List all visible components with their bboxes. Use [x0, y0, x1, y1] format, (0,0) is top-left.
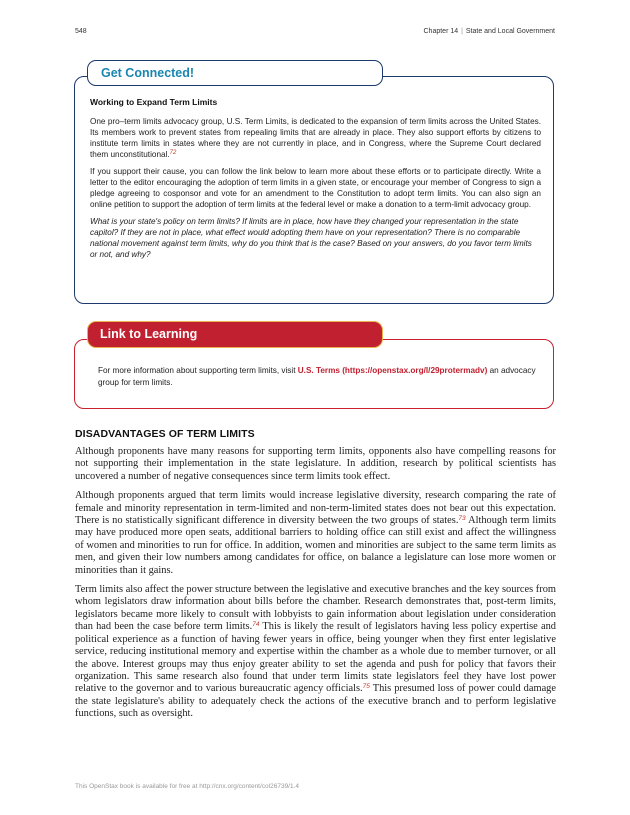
get-connected-paragraph-2: If you support their cause, you can follow the link below to learn more about these efforts or to participate directly. Write a letter to the editor encouraging the adoption of term limits in a given state, or encourage your member of Congress to sign a pledge agreeing to cosponsor and vote for an amendment to the Constitution to adopt term limits. You can also sign an online petition to support the adoption of term limits at the federal level or make a donation to a term-limit advocacy group.: [90, 167, 541, 209]
header-separator: |: [461, 28, 463, 35]
link-text-before: For more information about supporting term limits, visit: [98, 366, 298, 375]
running-header: [424, 28, 556, 35]
paragraph-text: One pro–term limits advocacy group, U.S. Term Limits, is dedicated to the expansion of term limits across the United States. Its members work to prevent states from repealing limits that are already in place. They also support efforts by citizens to institute term limits in states where they are not currently in place, and in Congress, where the Supreme Court declared them unconstitutional.: [90, 117, 541, 159]
footnote-link-73[interactable]: 73: [458, 515, 466, 523]
get-connected-tab: [87, 60, 383, 86]
get-connected-title: Get Connected!: [101, 66, 195, 80]
paragraph-text: This presumed loss of power could damage the state legislature's ability to adequately check the actions of the executive branch and to perform legislative functions, such as oversight.: [75, 683, 556, 720]
page-footer: This OpenStax book is available for free at http://cnx.org/content/col26739/1.4: [75, 783, 300, 790]
body-paragraph-3: [75, 584, 556, 720]
get-connected-content: [90, 97, 541, 266]
link-text-after: an advocacy group for term limits.: [98, 366, 536, 387]
link-to-learning-content: [98, 365, 538, 389]
body-paragraph-1: Although proponents have many reasons for supporting term limits, opponents also have compelling reasons for not supporting their implementation in the state legislature. In addition, research by political scientists has uncovered a number of negative consequences since term limits took effect.: [75, 446, 556, 482]
us-term-limits-link[interactable]: U.S. Terms (https://openstax.org/l/29protermadv): [297, 366, 488, 375]
section-body: [75, 446, 556, 728]
get-connected-paragraph-1: [90, 116, 541, 160]
page-number: 548: [75, 28, 87, 35]
footnote-link-74[interactable]: 74: [252, 621, 260, 629]
link-to-learning-tab: [87, 321, 383, 348]
chapter-number: Chapter 14: [423, 28, 459, 35]
paragraph-text: Term limits also affect the power structure between the legislative and executive branches and the key sources from whom legislators draw information about bills before the chamber. Research demonstrates that, post-term limits, legislators became more likely to consult with lobbyists to gain information about legislation under consideration than had been the case before term limits.: [75, 584, 556, 633]
paragraph-text: Although proponents argued that term limits would increase legislative diversity, research comparing the rate of female and minority representation in term-limited and non-term-limited states does not bear out this expectation. There is no statistically significant difference in diversity between the two groups of states.: [75, 490, 556, 527]
link-to-learning-title: Link to Learning: [100, 327, 198, 341]
chapter-title: State and Local Government: [465, 28, 555, 35]
get-connected-questions: What is your state's policy on term limits? If limits are in place, how have they changed your representation in the state capitol? If they are not in place, what effect would adopting them have on your representation? There is no comparable national movement against term limits, why do you think that is the case? Based on your answers, do you favor term limits or not, and why?: [90, 217, 532, 259]
section-heading: DISADVANTAGES OF TERM LIMITS: [75, 428, 255, 440]
footnote-link-72[interactable]: 72: [169, 150, 177, 156]
body-paragraph-2: [75, 490, 556, 577]
get-connected-heading: Working to Expand Term Limits: [90, 97, 218, 107]
paragraph-text: This is likely the result of legislators having less policy expertise and political experience as a function of having fewer years in office, being younger when they first enter legislative service, reducing institutional memory and expertise within the chamber as a whole due to member turnover, or all the above. Interest groups may thus enjoy greater ability to set the agenda and push for policy that favors their organization. This same research also found that under term limits state legislators feel they have lost power relative to the governor and to various bureaucratic agency officials.: [75, 621, 556, 695]
paragraph-text: Although term limits may have produced more open seats, additional barriers to holding office can still exist and affect the willingness of women and minorities to run for office. In addition, women and minorities are subject to the same term limits as men, and given their low numbers among candidates for office, on balance a legislature can lose more women or minorities than it gains.: [75, 515, 557, 576]
footnote-link-75[interactable]: 75: [362, 683, 370, 691]
